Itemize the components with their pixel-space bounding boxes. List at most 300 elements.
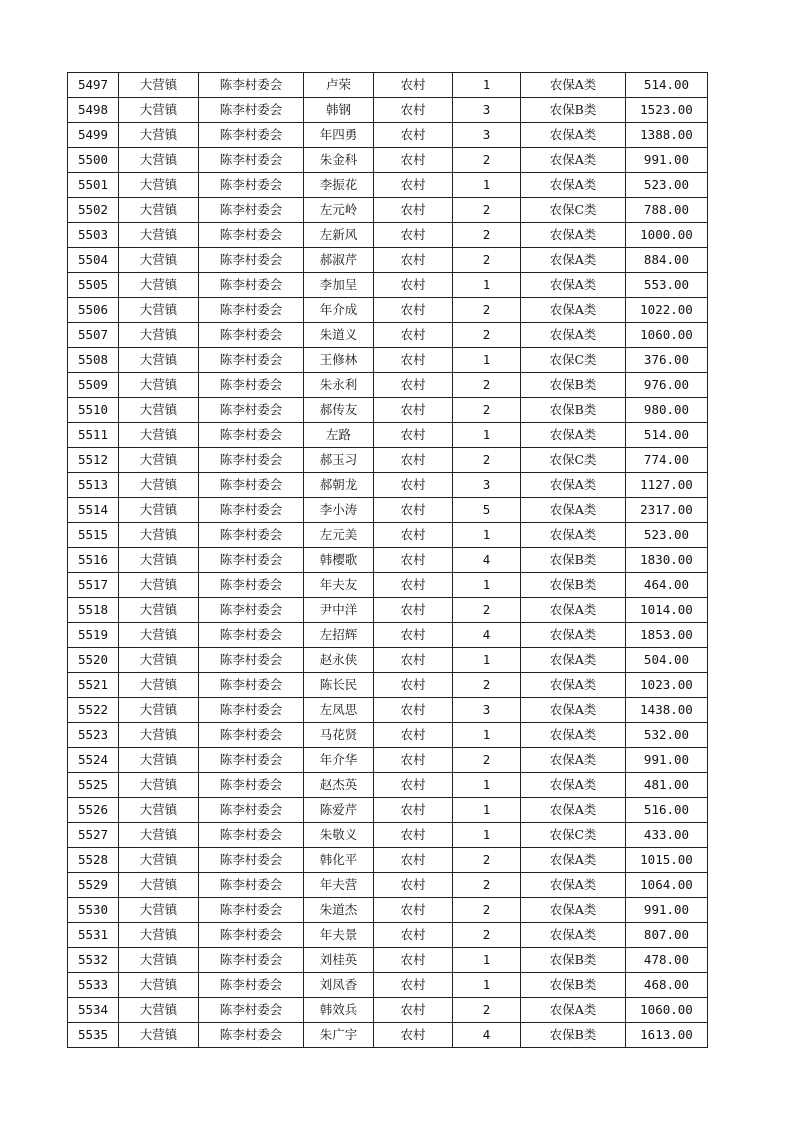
town-cell: 大营镇 bbox=[119, 298, 199, 323]
amount-cell: 991.00 bbox=[626, 748, 708, 773]
household-size-cell: 1 bbox=[453, 523, 521, 548]
amount-cell: 1388.00 bbox=[626, 123, 708, 148]
household-size-cell: 1 bbox=[453, 348, 521, 373]
row-id-cell: 5511 bbox=[68, 423, 119, 448]
insurance-class-cell: 农保A类 bbox=[521, 748, 626, 773]
table-row bbox=[68, 123, 708, 148]
insurance-class-cell: 农保A类 bbox=[521, 923, 626, 948]
row-id-cell: 5526 bbox=[68, 798, 119, 823]
amount-cell: 991.00 bbox=[626, 148, 708, 173]
area-type-cell: 农村 bbox=[374, 623, 453, 648]
household-size-cell: 1 bbox=[453, 948, 521, 973]
amount-cell: 807.00 bbox=[626, 923, 708, 948]
amount-cell: 1438.00 bbox=[626, 698, 708, 723]
town-cell: 大营镇 bbox=[119, 323, 199, 348]
name-cell: 卢荣 bbox=[304, 73, 374, 98]
row-id-cell: 5502 bbox=[68, 198, 119, 223]
village-cell: 陈李村委会 bbox=[199, 273, 304, 298]
name-cell: 韩钢 bbox=[304, 98, 374, 123]
town-cell: 大营镇 bbox=[119, 598, 199, 623]
row-id-cell: 5535 bbox=[68, 1023, 119, 1048]
village-cell: 陈李村委会 bbox=[199, 598, 304, 623]
table-row bbox=[68, 473, 708, 498]
area-type-cell: 农村 bbox=[374, 998, 453, 1023]
town-cell: 大营镇 bbox=[119, 1023, 199, 1048]
insurance-class-cell: 农保B类 bbox=[521, 398, 626, 423]
area-type-cell: 农村 bbox=[374, 373, 453, 398]
village-cell: 陈李村委会 bbox=[199, 323, 304, 348]
insurance-class-cell: 农保A类 bbox=[521, 273, 626, 298]
amount-cell: 991.00 bbox=[626, 898, 708, 923]
household-size-cell: 2 bbox=[453, 398, 521, 423]
amount-cell: 788.00 bbox=[626, 198, 708, 223]
name-cell: 左元美 bbox=[304, 523, 374, 548]
amount-cell: 478.00 bbox=[626, 948, 708, 973]
town-cell: 大营镇 bbox=[119, 998, 199, 1023]
household-size-cell: 1 bbox=[453, 648, 521, 673]
table-row bbox=[68, 848, 708, 873]
village-cell: 陈李村委会 bbox=[199, 523, 304, 548]
insurance-class-cell: 农保A类 bbox=[521, 648, 626, 673]
table-row bbox=[68, 448, 708, 473]
area-type-cell: 农村 bbox=[374, 98, 453, 123]
household-size-cell: 1 bbox=[453, 273, 521, 298]
row-id-cell: 5497 bbox=[68, 73, 119, 98]
row-id-cell: 5534 bbox=[68, 998, 119, 1023]
name-cell: 郝淑芹 bbox=[304, 248, 374, 273]
household-size-cell: 2 bbox=[453, 998, 521, 1023]
household-size-cell: 3 bbox=[453, 473, 521, 498]
name-cell: 赵永侠 bbox=[304, 648, 374, 673]
household-size-cell: 4 bbox=[453, 1023, 521, 1048]
table-row bbox=[68, 673, 708, 698]
village-cell: 陈李村委会 bbox=[199, 398, 304, 423]
name-cell: 左路 bbox=[304, 423, 374, 448]
row-id-cell: 5525 bbox=[68, 773, 119, 798]
insurance-class-cell: 农保A类 bbox=[521, 298, 626, 323]
name-cell: 朱道杰 bbox=[304, 898, 374, 923]
insurance-class-cell: 农保A类 bbox=[521, 473, 626, 498]
town-cell: 大营镇 bbox=[119, 198, 199, 223]
household-size-cell: 2 bbox=[453, 373, 521, 398]
name-cell: 朱敬义 bbox=[304, 823, 374, 848]
table-row bbox=[68, 348, 708, 373]
town-cell: 大营镇 bbox=[119, 448, 199, 473]
table-row bbox=[68, 98, 708, 123]
household-size-cell: 1 bbox=[453, 73, 521, 98]
area-type-cell: 农村 bbox=[374, 923, 453, 948]
row-id-cell: 5505 bbox=[68, 273, 119, 298]
town-cell: 大营镇 bbox=[119, 423, 199, 448]
name-cell: 左元岭 bbox=[304, 198, 374, 223]
town-cell: 大营镇 bbox=[119, 773, 199, 798]
table-row bbox=[68, 198, 708, 223]
area-type-cell: 农村 bbox=[374, 698, 453, 723]
name-cell: 赵杰英 bbox=[304, 773, 374, 798]
name-cell: 郝朝龙 bbox=[304, 473, 374, 498]
household-size-cell: 2 bbox=[453, 598, 521, 623]
amount-cell: 1613.00 bbox=[626, 1023, 708, 1048]
table-row bbox=[68, 73, 708, 98]
town-cell: 大营镇 bbox=[119, 98, 199, 123]
name-cell: 朱永利 bbox=[304, 373, 374, 398]
insurance-class-cell: 农保A类 bbox=[521, 173, 626, 198]
household-size-cell: 1 bbox=[453, 723, 521, 748]
name-cell: 马花贤 bbox=[304, 723, 374, 748]
table-row bbox=[68, 573, 708, 598]
amount-cell: 514.00 bbox=[626, 73, 708, 98]
amount-cell: 1022.00 bbox=[626, 298, 708, 323]
town-cell: 大营镇 bbox=[119, 948, 199, 973]
household-size-cell: 2 bbox=[453, 148, 521, 173]
area-type-cell: 农村 bbox=[374, 148, 453, 173]
village-cell: 陈李村委会 bbox=[199, 448, 304, 473]
table-row bbox=[68, 873, 708, 898]
town-cell: 大营镇 bbox=[119, 398, 199, 423]
insurance-class-cell: 农保A类 bbox=[521, 673, 626, 698]
name-cell: 年四勇 bbox=[304, 123, 374, 148]
household-size-cell: 2 bbox=[453, 898, 521, 923]
village-cell: 陈李村委会 bbox=[199, 123, 304, 148]
insurance-class-cell: 农保B类 bbox=[521, 98, 626, 123]
amount-cell: 774.00 bbox=[626, 448, 708, 473]
name-cell: 李小涛 bbox=[304, 498, 374, 523]
village-cell: 陈李村委会 bbox=[199, 498, 304, 523]
town-cell: 大营镇 bbox=[119, 573, 199, 598]
insurance-class-cell: 农保B类 bbox=[521, 948, 626, 973]
row-id-cell: 5532 bbox=[68, 948, 119, 973]
row-id-cell: 5528 bbox=[68, 848, 119, 873]
town-cell: 大营镇 bbox=[119, 373, 199, 398]
row-id-cell: 5515 bbox=[68, 523, 119, 548]
row-id-cell: 5523 bbox=[68, 723, 119, 748]
amount-cell: 1064.00 bbox=[626, 873, 708, 898]
row-id-cell: 5508 bbox=[68, 348, 119, 373]
village-cell: 陈李村委会 bbox=[199, 973, 304, 998]
area-type-cell: 农村 bbox=[374, 223, 453, 248]
name-cell: 韩效兵 bbox=[304, 998, 374, 1023]
row-id-cell: 5533 bbox=[68, 973, 119, 998]
row-id-cell: 5510 bbox=[68, 398, 119, 423]
insurance-class-cell: 农保A类 bbox=[521, 623, 626, 648]
row-id-cell: 5516 bbox=[68, 548, 119, 573]
village-cell: 陈李村委会 bbox=[199, 373, 304, 398]
town-cell: 大营镇 bbox=[119, 873, 199, 898]
village-cell: 陈李村委会 bbox=[199, 648, 304, 673]
area-type-cell: 农村 bbox=[374, 598, 453, 623]
name-cell: 韩化平 bbox=[304, 848, 374, 873]
table-row bbox=[68, 373, 708, 398]
table-row bbox=[68, 723, 708, 748]
row-id-cell: 5513 bbox=[68, 473, 119, 498]
row-id-cell: 5500 bbox=[68, 148, 119, 173]
town-cell: 大营镇 bbox=[119, 698, 199, 723]
village-cell: 陈李村委会 bbox=[199, 423, 304, 448]
town-cell: 大营镇 bbox=[119, 623, 199, 648]
table-row bbox=[68, 498, 708, 523]
village-cell: 陈李村委会 bbox=[199, 348, 304, 373]
table-row bbox=[68, 1023, 708, 1048]
area-type-cell: 农村 bbox=[374, 248, 453, 273]
row-id-cell: 5517 bbox=[68, 573, 119, 598]
amount-cell: 980.00 bbox=[626, 398, 708, 423]
name-cell: 朱广宇 bbox=[304, 1023, 374, 1048]
area-type-cell: 农村 bbox=[374, 298, 453, 323]
area-type-cell: 农村 bbox=[374, 823, 453, 848]
insurance-class-cell: 农保A类 bbox=[521, 873, 626, 898]
town-cell: 大营镇 bbox=[119, 798, 199, 823]
table-row bbox=[68, 798, 708, 823]
insurance-class-cell: 农保C类 bbox=[521, 448, 626, 473]
village-cell: 陈李村委会 bbox=[199, 173, 304, 198]
area-type-cell: 农村 bbox=[374, 473, 453, 498]
table-row bbox=[68, 173, 708, 198]
row-id-cell: 5530 bbox=[68, 898, 119, 923]
name-cell: 韩樱歌 bbox=[304, 548, 374, 573]
amount-cell: 1127.00 bbox=[626, 473, 708, 498]
name-cell: 李振花 bbox=[304, 173, 374, 198]
town-cell: 大营镇 bbox=[119, 498, 199, 523]
village-cell: 陈李村委会 bbox=[199, 548, 304, 573]
amount-cell: 1014.00 bbox=[626, 598, 708, 623]
household-size-cell: 1 bbox=[453, 973, 521, 998]
table-row bbox=[68, 148, 708, 173]
table-row bbox=[68, 948, 708, 973]
town-cell: 大营镇 bbox=[119, 173, 199, 198]
insurance-class-cell: 农保B类 bbox=[521, 548, 626, 573]
household-size-cell: 3 bbox=[453, 698, 521, 723]
insurance-class-cell: 农保B类 bbox=[521, 373, 626, 398]
household-size-cell: 2 bbox=[453, 873, 521, 898]
town-cell: 大营镇 bbox=[119, 273, 199, 298]
row-id-cell: 5522 bbox=[68, 698, 119, 723]
row-id-cell: 5498 bbox=[68, 98, 119, 123]
insurance-class-cell: 农保B类 bbox=[521, 973, 626, 998]
table-row bbox=[68, 248, 708, 273]
area-type-cell: 农村 bbox=[374, 773, 453, 798]
village-cell: 陈李村委会 bbox=[199, 748, 304, 773]
table-row bbox=[68, 298, 708, 323]
household-size-cell: 1 bbox=[453, 423, 521, 448]
household-size-cell: 5 bbox=[453, 498, 521, 523]
table-row bbox=[68, 773, 708, 798]
amount-cell: 516.00 bbox=[626, 798, 708, 823]
town-cell: 大营镇 bbox=[119, 898, 199, 923]
village-cell: 陈李村委会 bbox=[199, 573, 304, 598]
insurance-class-cell: 农保A类 bbox=[521, 723, 626, 748]
table-row bbox=[68, 923, 708, 948]
insurance-class-cell: 农保B类 bbox=[521, 1023, 626, 1048]
insurance-class-cell: 农保B类 bbox=[521, 573, 626, 598]
village-cell: 陈李村委会 bbox=[199, 1023, 304, 1048]
area-type-cell: 农村 bbox=[374, 348, 453, 373]
household-size-cell: 2 bbox=[453, 248, 521, 273]
insurance-class-cell: 农保A类 bbox=[521, 898, 626, 923]
name-cell: 年夫友 bbox=[304, 573, 374, 598]
town-cell: 大营镇 bbox=[119, 823, 199, 848]
village-cell: 陈李村委会 bbox=[199, 948, 304, 973]
area-type-cell: 农村 bbox=[374, 573, 453, 598]
area-type-cell: 农村 bbox=[374, 948, 453, 973]
amount-cell: 1060.00 bbox=[626, 323, 708, 348]
area-type-cell: 农村 bbox=[374, 123, 453, 148]
household-size-cell: 4 bbox=[453, 623, 521, 648]
insurance-class-cell: 农保C类 bbox=[521, 348, 626, 373]
village-cell: 陈李村委会 bbox=[199, 873, 304, 898]
village-cell: 陈李村委会 bbox=[199, 623, 304, 648]
village-cell: 陈李村委会 bbox=[199, 773, 304, 798]
amount-cell: 1853.00 bbox=[626, 623, 708, 648]
household-size-cell: 2 bbox=[453, 448, 521, 473]
village-cell: 陈李村委会 bbox=[199, 248, 304, 273]
insurance-class-cell: 农保A类 bbox=[521, 73, 626, 98]
amount-cell: 532.00 bbox=[626, 723, 708, 748]
name-cell: 郝玉习 bbox=[304, 448, 374, 473]
amount-cell: 481.00 bbox=[626, 773, 708, 798]
table-row bbox=[68, 598, 708, 623]
amount-cell: 1015.00 bbox=[626, 848, 708, 873]
name-cell: 尹中洋 bbox=[304, 598, 374, 623]
town-cell: 大营镇 bbox=[119, 973, 199, 998]
household-size-cell: 1 bbox=[453, 173, 521, 198]
insurance-class-cell: 农保A类 bbox=[521, 773, 626, 798]
amount-cell: 523.00 bbox=[626, 173, 708, 198]
household-size-cell: 2 bbox=[453, 923, 521, 948]
name-cell: 左凤思 bbox=[304, 698, 374, 723]
area-type-cell: 农村 bbox=[374, 973, 453, 998]
area-type-cell: 农村 bbox=[374, 448, 453, 473]
village-cell: 陈李村委会 bbox=[199, 698, 304, 723]
table-row bbox=[68, 323, 708, 348]
insurance-class-cell: 农保A类 bbox=[521, 123, 626, 148]
area-type-cell: 农村 bbox=[374, 548, 453, 573]
area-type-cell: 农村 bbox=[374, 723, 453, 748]
name-cell: 郝传友 bbox=[304, 398, 374, 423]
insurance-class-cell: 农保C类 bbox=[521, 823, 626, 848]
insurance-class-cell: 农保A类 bbox=[521, 223, 626, 248]
name-cell: 李加呈 bbox=[304, 273, 374, 298]
table-row bbox=[68, 273, 708, 298]
row-id-cell: 5503 bbox=[68, 223, 119, 248]
name-cell: 年夫营 bbox=[304, 873, 374, 898]
town-cell: 大营镇 bbox=[119, 223, 199, 248]
insurance-class-cell: 农保A类 bbox=[521, 798, 626, 823]
town-cell: 大营镇 bbox=[119, 548, 199, 573]
area-type-cell: 农村 bbox=[374, 848, 453, 873]
town-cell: 大营镇 bbox=[119, 673, 199, 698]
village-cell: 陈李村委会 bbox=[199, 298, 304, 323]
household-size-cell: 2 bbox=[453, 298, 521, 323]
amount-cell: 976.00 bbox=[626, 373, 708, 398]
name-cell: 年介成 bbox=[304, 298, 374, 323]
town-cell: 大营镇 bbox=[119, 348, 199, 373]
row-id-cell: 5506 bbox=[68, 298, 119, 323]
row-id-cell: 5501 bbox=[68, 173, 119, 198]
table-row bbox=[68, 398, 708, 423]
town-cell: 大营镇 bbox=[119, 848, 199, 873]
area-type-cell: 农村 bbox=[374, 198, 453, 223]
household-size-cell: 2 bbox=[453, 198, 521, 223]
row-id-cell: 5504 bbox=[68, 248, 119, 273]
name-cell: 左招辉 bbox=[304, 623, 374, 648]
row-id-cell: 5512 bbox=[68, 448, 119, 473]
insurance-class-cell: 农保A类 bbox=[521, 698, 626, 723]
insurance-class-cell: 农保C类 bbox=[521, 198, 626, 223]
household-size-cell: 2 bbox=[453, 848, 521, 873]
amount-cell: 1830.00 bbox=[626, 548, 708, 573]
row-id-cell: 5521 bbox=[68, 673, 119, 698]
area-type-cell: 农村 bbox=[374, 73, 453, 98]
amount-cell: 433.00 bbox=[626, 823, 708, 848]
town-cell: 大营镇 bbox=[119, 723, 199, 748]
village-cell: 陈李村委会 bbox=[199, 98, 304, 123]
name-cell: 王修林 bbox=[304, 348, 374, 373]
amount-cell: 1523.00 bbox=[626, 98, 708, 123]
area-type-cell: 农村 bbox=[374, 648, 453, 673]
name-cell: 朱道义 bbox=[304, 323, 374, 348]
amount-cell: 514.00 bbox=[626, 423, 708, 448]
area-type-cell: 农村 bbox=[374, 673, 453, 698]
insurance-class-cell: 农保A类 bbox=[521, 998, 626, 1023]
name-cell: 年介华 bbox=[304, 748, 374, 773]
household-size-cell: 2 bbox=[453, 673, 521, 698]
area-type-cell: 农村 bbox=[374, 423, 453, 448]
town-cell: 大营镇 bbox=[119, 123, 199, 148]
village-cell: 陈李村委会 bbox=[199, 73, 304, 98]
name-cell: 陈爱芹 bbox=[304, 798, 374, 823]
name-cell: 刘桂英 bbox=[304, 948, 374, 973]
row-id-cell: 5499 bbox=[68, 123, 119, 148]
town-cell: 大营镇 bbox=[119, 73, 199, 98]
row-id-cell: 5524 bbox=[68, 748, 119, 773]
village-cell: 陈李村委会 bbox=[199, 798, 304, 823]
town-cell: 大营镇 bbox=[119, 923, 199, 948]
household-size-cell: 2 bbox=[453, 323, 521, 348]
village-cell: 陈李村委会 bbox=[199, 848, 304, 873]
village-cell: 陈李村委会 bbox=[199, 223, 304, 248]
name-cell: 左新风 bbox=[304, 223, 374, 248]
village-cell: 陈李村委会 bbox=[199, 198, 304, 223]
row-id-cell: 5509 bbox=[68, 373, 119, 398]
area-type-cell: 农村 bbox=[374, 323, 453, 348]
amount-cell: 523.00 bbox=[626, 523, 708, 548]
insurance-class-cell: 农保A类 bbox=[521, 423, 626, 448]
household-size-cell: 1 bbox=[453, 773, 521, 798]
roster-body bbox=[68, 73, 708, 1048]
household-size-cell: 2 bbox=[453, 223, 521, 248]
amount-cell: 1060.00 bbox=[626, 998, 708, 1023]
household-size-cell: 1 bbox=[453, 798, 521, 823]
area-type-cell: 农村 bbox=[374, 173, 453, 198]
household-size-cell: 2 bbox=[453, 748, 521, 773]
row-id-cell: 5519 bbox=[68, 623, 119, 648]
row-id-cell: 5527 bbox=[68, 823, 119, 848]
amount-cell: 376.00 bbox=[626, 348, 708, 373]
insurance-class-cell: 农保A类 bbox=[521, 848, 626, 873]
name-cell: 刘凤香 bbox=[304, 973, 374, 998]
table-row bbox=[68, 648, 708, 673]
table-row bbox=[68, 548, 708, 573]
town-cell: 大营镇 bbox=[119, 523, 199, 548]
town-cell: 大营镇 bbox=[119, 248, 199, 273]
amount-cell: 464.00 bbox=[626, 573, 708, 598]
amount-cell: 884.00 bbox=[626, 248, 708, 273]
area-type-cell: 农村 bbox=[374, 873, 453, 898]
household-size-cell: 3 bbox=[453, 98, 521, 123]
table-row bbox=[68, 223, 708, 248]
village-cell: 陈李村委会 bbox=[199, 673, 304, 698]
area-type-cell: 农村 bbox=[374, 898, 453, 923]
